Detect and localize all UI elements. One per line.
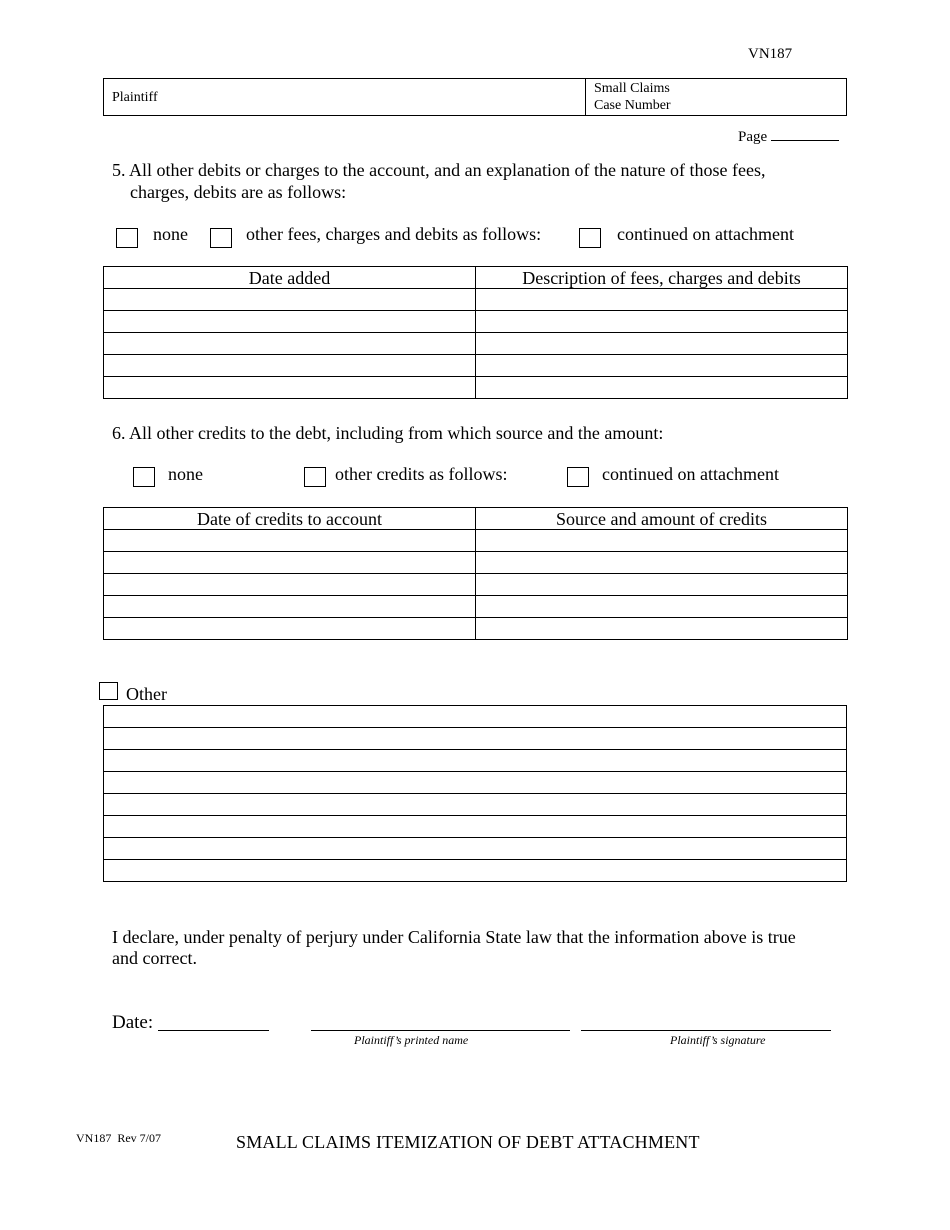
case-header-box (103, 78, 847, 116)
table-row (104, 794, 847, 816)
table-row (104, 377, 848, 399)
s5-continued-label: continued on attachment (617, 224, 794, 244)
table-cell[interactable] (104, 838, 847, 860)
case-number-field[interactable] (586, 79, 846, 115)
other-checkbox[interactable] (99, 682, 118, 700)
plaintiff-field[interactable] (104, 79, 586, 115)
s6-continued-label: continued on attachment (602, 464, 779, 484)
table-cell[interactable] (104, 289, 476, 311)
s6-other-credits-checkbox[interactable] (304, 467, 326, 487)
other-label: Other (126, 684, 167, 704)
table-cell[interactable] (104, 333, 476, 355)
table-header-row (104, 508, 848, 530)
declaration-line1: I declare, under penalty of perjury under California State law that the information above is true (112, 927, 796, 947)
footer-title: SMALL CLAIMS ITEMIZATION OF DEBT ATTACHMENT (236, 1132, 700, 1152)
table-row (104, 750, 847, 772)
table-cell[interactable] (104, 530, 476, 552)
table-row (104, 772, 847, 794)
page-label: Page (738, 129, 768, 145)
table-cell[interactable] (476, 333, 848, 355)
table-row (104, 552, 848, 574)
credits-table (103, 507, 848, 640)
table-cell[interactable] (476, 552, 848, 574)
declaration-text (112, 927, 842, 969)
table-cell[interactable] (476, 596, 848, 618)
section-5-text (112, 159, 812, 203)
declaration-line2: and correct. (112, 948, 197, 968)
footer-form-code: VN187 Rev 7/07 (76, 1131, 161, 1145)
table-cell[interactable] (104, 706, 847, 728)
table-row (104, 355, 848, 377)
col-date-added: Date added (104, 267, 476, 289)
other-lines-table (103, 705, 847, 882)
table-cell[interactable] (104, 596, 476, 618)
page-number-field[interactable] (771, 128, 839, 141)
table-cell[interactable] (104, 816, 847, 838)
table-header-row (104, 267, 848, 289)
fees-table (103, 266, 848, 399)
signature-field[interactable] (581, 1014, 831, 1031)
table-cell[interactable] (104, 860, 847, 882)
date-label: Date: (112, 1012, 154, 1033)
table-cell[interactable] (476, 289, 848, 311)
col-source-amount: Source and amount of credits (476, 508, 848, 530)
table-cell[interactable] (476, 355, 848, 377)
table-cell[interactable] (476, 574, 848, 596)
table-row (104, 289, 848, 311)
table-row (104, 728, 847, 750)
s6-none-label: none (168, 464, 203, 484)
table-row (104, 311, 848, 333)
section-5-line2: charges, debits are as follows: (130, 182, 347, 202)
col-date-credits: Date of credits to account (104, 508, 476, 530)
table-row (104, 838, 847, 860)
table-cell[interactable] (476, 311, 848, 333)
table-row (104, 530, 848, 552)
table-row (104, 596, 848, 618)
table-row (104, 333, 848, 355)
s5-continued-checkbox[interactable] (579, 228, 601, 248)
table-cell[interactable] (476, 618, 848, 640)
table-row (104, 860, 847, 882)
printed-name-caption: Plaintiff’s printed name (354, 1033, 469, 1047)
form-code: VN187 (748, 46, 793, 62)
page-number (738, 128, 839, 146)
table-cell[interactable] (104, 552, 476, 574)
s5-none-label: none (153, 224, 188, 244)
table-cell[interactable] (104, 355, 476, 377)
s5-other-fees-checkbox[interactable] (210, 228, 232, 248)
case-label-line1: Small Claims (594, 81, 670, 96)
s6-continued-checkbox[interactable] (567, 467, 589, 487)
section-6-text: 6. All other credits to the debt, including from which source and the amount: (112, 423, 664, 443)
table-row (104, 618, 848, 640)
table-cell[interactable] (104, 377, 476, 399)
plaintiff-label: Plaintiff (112, 90, 158, 105)
s6-other-credits-label: other credits as follows: (335, 464, 508, 484)
s5-other-fees-label: other fees, charges and debits as follows: (246, 224, 542, 244)
table-cell[interactable] (104, 772, 847, 794)
table-cell[interactable] (104, 728, 847, 750)
table-row (104, 574, 848, 596)
s6-none-checkbox[interactable] (133, 467, 155, 487)
table-cell[interactable] (104, 574, 476, 596)
signature-caption: Plaintiff’s signature (670, 1033, 766, 1047)
s5-none-checkbox[interactable] (116, 228, 138, 248)
table-row (104, 816, 847, 838)
table-row (104, 706, 847, 728)
table-cell[interactable] (104, 794, 847, 816)
date-field[interactable] (158, 1014, 269, 1031)
table-cell[interactable] (476, 530, 848, 552)
table-cell[interactable] (104, 311, 476, 333)
printed-name-field[interactable] (311, 1014, 570, 1031)
section-5-line1: 5. All other debits or charges to the account, and an explanation of the nature of those fees, (112, 160, 766, 180)
table-cell[interactable] (104, 618, 476, 640)
col-description: Description of fees, charges and debits (476, 267, 848, 289)
case-label-line2: Case Number (594, 98, 671, 113)
table-cell[interactable] (476, 377, 848, 399)
table-cell[interactable] (104, 750, 847, 772)
